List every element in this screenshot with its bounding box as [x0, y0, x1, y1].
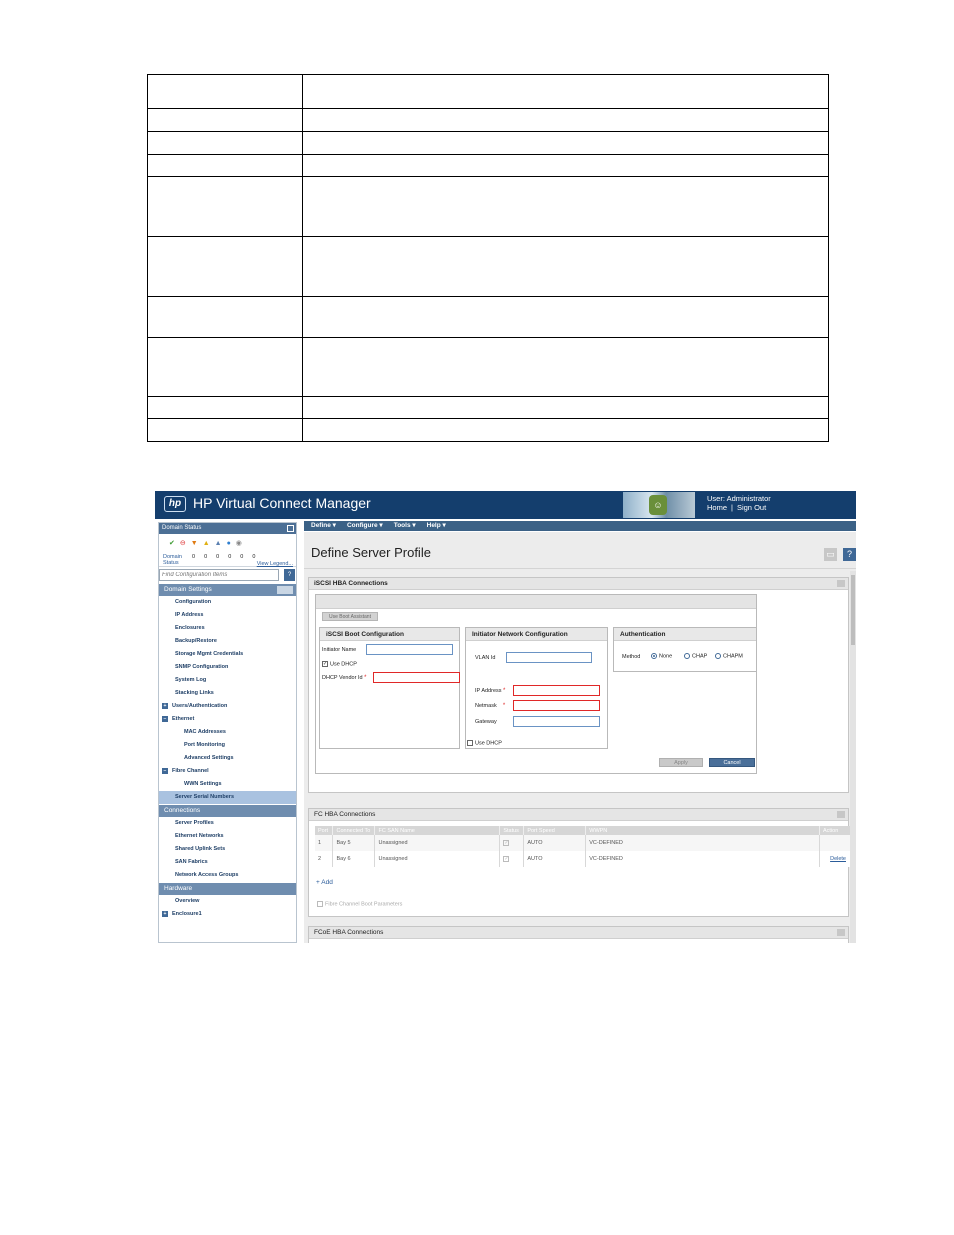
- nav-backup-restore[interactable]: Backup/Restore: [175, 638, 217, 644]
- table-row: [148, 132, 829, 155]
- initiator-network-title: Initiator Network Configuration: [466, 628, 607, 641]
- info-icon: ●: [226, 540, 236, 547]
- nav-port-monitoring[interactable]: Port Monitoring: [184, 742, 225, 748]
- table-row: [148, 75, 829, 109]
- fcoe-hba-panel: [308, 926, 849, 943]
- collapse-icon[interactable]: [837, 929, 845, 936]
- status-checkbox: ✓: [504, 839, 509, 846]
- table-row: [148, 397, 829, 419]
- section-tools-icon[interactable]: [277, 586, 293, 594]
- hp-logo: hp: [164, 496, 186, 512]
- sign-out-link[interactable]: Sign Out: [736, 503, 767, 512]
- vlan-input[interactable]: [506, 652, 592, 663]
- ok-icon: ✔: [169, 540, 180, 547]
- table-row: [148, 338, 829, 397]
- major-icon: ▼: [190, 540, 203, 547]
- gateway-input[interactable]: [513, 716, 600, 727]
- menu-help[interactable]: Help ▾: [426, 522, 446, 529]
- boot-config-group: [319, 627, 460, 749]
- menu-configure[interactable]: Configure ▾: [346, 522, 383, 529]
- domain-status-header: [159, 523, 296, 534]
- gateway-label: Gateway: [475, 719, 497, 725]
- network-use-dhcp-row[interactable]: Use DHCP: [467, 740, 502, 746]
- nav-enclosure1[interactable]: + Enclosure1: [163, 910, 202, 917]
- collapse-icon[interactable]: [837, 811, 845, 818]
- print-icon[interactable]: ▭: [824, 548, 837, 561]
- domain-status-label: Domain Status: [163, 554, 182, 566]
- nav-ip-address[interactable]: IP Address: [175, 612, 204, 618]
- user-info: [707, 494, 771, 512]
- netmask-input[interactable]: [513, 700, 600, 711]
- nav-wwn-settings[interactable]: WWN Settings: [184, 781, 222, 787]
- auth-none-option[interactable]: None: [651, 653, 672, 659]
- dialog-title-bar: [316, 595, 756, 609]
- expand-icon[interactable]: +: [163, 702, 167, 709]
- hardware-header[interactable]: Hardware: [159, 883, 296, 895]
- title-actions: [818, 548, 856, 561]
- use-boot-assistant-button[interactable]: Use Boot Assistant: [322, 612, 378, 621]
- iscsi-boot-dialog: [315, 594, 757, 774]
- table-row[interactable]: 2 Bay 6 Unassigned ✓ AUTO VC-DEFINED Delete: [315, 851, 851, 867]
- method-label: Method: [622, 654, 641, 660]
- apply-button[interactable]: Apply: [659, 758, 703, 767]
- critical-icon: ⊖: [179, 540, 191, 547]
- person-icon: ☺: [649, 495, 667, 515]
- boot-config-title: iSCSI Boot Configuration: [320, 628, 459, 641]
- fc-hba-panel-header: FC HBA Connections: [309, 809, 848, 821]
- table-row[interactable]: 1 Bay 5 Unassigned ✓ AUTO VC-DEFINED: [315, 835, 851, 851]
- table-row: [148, 155, 829, 177]
- warning-icon: ▲: [202, 540, 215, 547]
- collapse-icon[interactable]: −: [163, 767, 167, 774]
- use-dhcp-checkbox[interactable]: ✓: [323, 661, 328, 667]
- network-use-dhcp-checkbox[interactable]: [467, 740, 473, 746]
- table-header-row: Port Connected To FC SAN Name Status Port Speed WWPN Action: [315, 826, 851, 835]
- fc-hba-table: [315, 826, 851, 867]
- add-connection-link[interactable]: + Add: [316, 879, 333, 886]
- sidebar: [158, 522, 297, 943]
- document-table: [147, 74, 829, 442]
- nav-server-serial-numbers[interactable]: Server Serial Numbers: [159, 791, 296, 804]
- link-separator: |: [731, 503, 733, 512]
- nav-network-access-groups[interactable]: Network Access Groups: [175, 872, 239, 878]
- required-icon: *: [364, 675, 367, 681]
- app-banner: [155, 491, 856, 519]
- nav-server-profiles[interactable]: Server Profiles: [175, 820, 214, 826]
- disabled-icon: ◉: [235, 540, 247, 547]
- nav-ethernet[interactable]: − Ethernet: [163, 715, 195, 722]
- vc-manager-screenshot: [155, 491, 856, 943]
- nav-advanced-settings[interactable]: Advanced Settings: [184, 755, 234, 761]
- nav-mac-addresses[interactable]: MAC Addresses: [184, 729, 226, 735]
- banner-image: [623, 492, 695, 518]
- unknown-icon: ▲: [214, 540, 227, 547]
- collapse-icon[interactable]: −: [163, 715, 167, 722]
- status-checkbox: ✓: [504, 855, 509, 862]
- page-title: Define Server Profile: [311, 545, 431, 560]
- use-dhcp-row[interactable]: ✓ Use DHCP: [323, 661, 357, 668]
- nav-snmp[interactable]: SNMP Configuration: [175, 664, 229, 670]
- nav-system-log[interactable]: System Log: [175, 677, 207, 683]
- table-row: [148, 109, 829, 132]
- collapse-icon[interactable]: [287, 525, 294, 532]
- find-row: [159, 567, 296, 583]
- nav-san-fabrics[interactable]: SAN Fabrics: [175, 859, 208, 865]
- ip-address-label: IP Address *: [475, 688, 506, 694]
- menu-tools[interactable]: Tools ▾: [393, 522, 416, 529]
- dhcp-vendor-label: DHCP Vendor Id *: [322, 675, 367, 681]
- status-icons: [169, 539, 247, 547]
- table-row: [148, 237, 829, 297]
- nav-ethernet-networks[interactable]: Ethernet Networks: [175, 833, 224, 839]
- initiator-name-input[interactable]: [366, 644, 453, 655]
- scrollbar-thumb[interactable]: [851, 575, 855, 645]
- nav-users-auth[interactable]: + Users/Authentication: [163, 702, 228, 709]
- expand-icon[interactable]: +: [163, 910, 167, 917]
- table-row: [148, 419, 829, 442]
- vertical-scrollbar[interactable]: [850, 571, 856, 943]
- authentication-title: Authentication: [614, 628, 756, 641]
- find-configuration-input[interactable]: [159, 569, 279, 581]
- iscsi-panel-header: iSCSI HBA Connections: [309, 578, 848, 590]
- dhcp-vendor-input[interactable]: [373, 672, 460, 683]
- radio-none[interactable]: [651, 653, 657, 659]
- iscsi-panel: [308, 577, 849, 793]
- find-help-button[interactable]: ?: [284, 569, 295, 581]
- domain-settings-header[interactable]: Domain Settings: [159, 584, 296, 596]
- authentication-group: [613, 627, 757, 672]
- initiator-name-label: Initiator Name: [322, 647, 357, 653]
- initiator-network-group: [465, 627, 608, 749]
- vlan-label: VLAN Id: [475, 655, 496, 661]
- view-legend-link[interactable]: View Legend...: [256, 561, 293, 567]
- fc-boot-checkbox[interactable]: [317, 901, 323, 907]
- ip-address-input[interactable]: [513, 685, 600, 696]
- auth-chapm-option[interactable]: CHAPM: [715, 653, 743, 659]
- status-summary: [159, 534, 296, 567]
- collapse-icon[interactable]: [837, 580, 845, 587]
- nav-stacking-links[interactable]: Stacking Links: [175, 690, 214, 696]
- home-link[interactable]: Home: [707, 503, 728, 512]
- user-name: User: Administrator: [707, 494, 771, 503]
- nav-overview[interactable]: Overview: [175, 898, 200, 904]
- app-title: HP Virtual Connect Manager: [193, 495, 371, 511]
- table-row: [148, 177, 829, 237]
- fc-boot-parameters-row[interactable]: Fibre Channel Boot Parameters: [317, 901, 402, 907]
- main-content: [304, 532, 856, 943]
- fc-hba-panel: [308, 808, 849, 917]
- help-icon[interactable]: ?: [843, 548, 856, 561]
- cancel-button[interactable]: Cancel: [709, 758, 755, 767]
- netmask-label: Netmask *: [475, 703, 506, 709]
- auth-chap-option[interactable]: CHAP: [684, 653, 707, 659]
- nav-enclosures[interactable]: Enclosures: [175, 625, 205, 631]
- table-row: [148, 297, 829, 338]
- domain-status-title: Domain Status: [162, 525, 202, 531]
- radio-chapm[interactable]: [715, 653, 721, 659]
- nav-fibre-channel[interactable]: − Fibre Channel: [163, 767, 209, 774]
- nav-configuration[interactable]: Configuration: [175, 599, 212, 605]
- required-icon: *: [503, 688, 506, 694]
- fcoe-hba-panel-header: FCoE HBA Connections: [309, 927, 848, 939]
- nav-shared-uplink-sets[interactable]: Shared Uplink Sets: [175, 846, 226, 852]
- required-icon: *: [502, 703, 506, 709]
- radio-chap[interactable]: [684, 653, 690, 659]
- menu-define[interactable]: Define ▾: [311, 522, 336, 529]
- connections-header[interactable]: Connections: [159, 805, 296, 817]
- status-counts: 000000: [192, 554, 265, 560]
- nav-storage-mgmt[interactable]: Storage Mgmt Credentials: [175, 651, 244, 657]
- menu-bar: [304, 521, 856, 531]
- divider: [304, 568, 856, 569]
- delete-link[interactable]: Delete: [819, 851, 850, 867]
